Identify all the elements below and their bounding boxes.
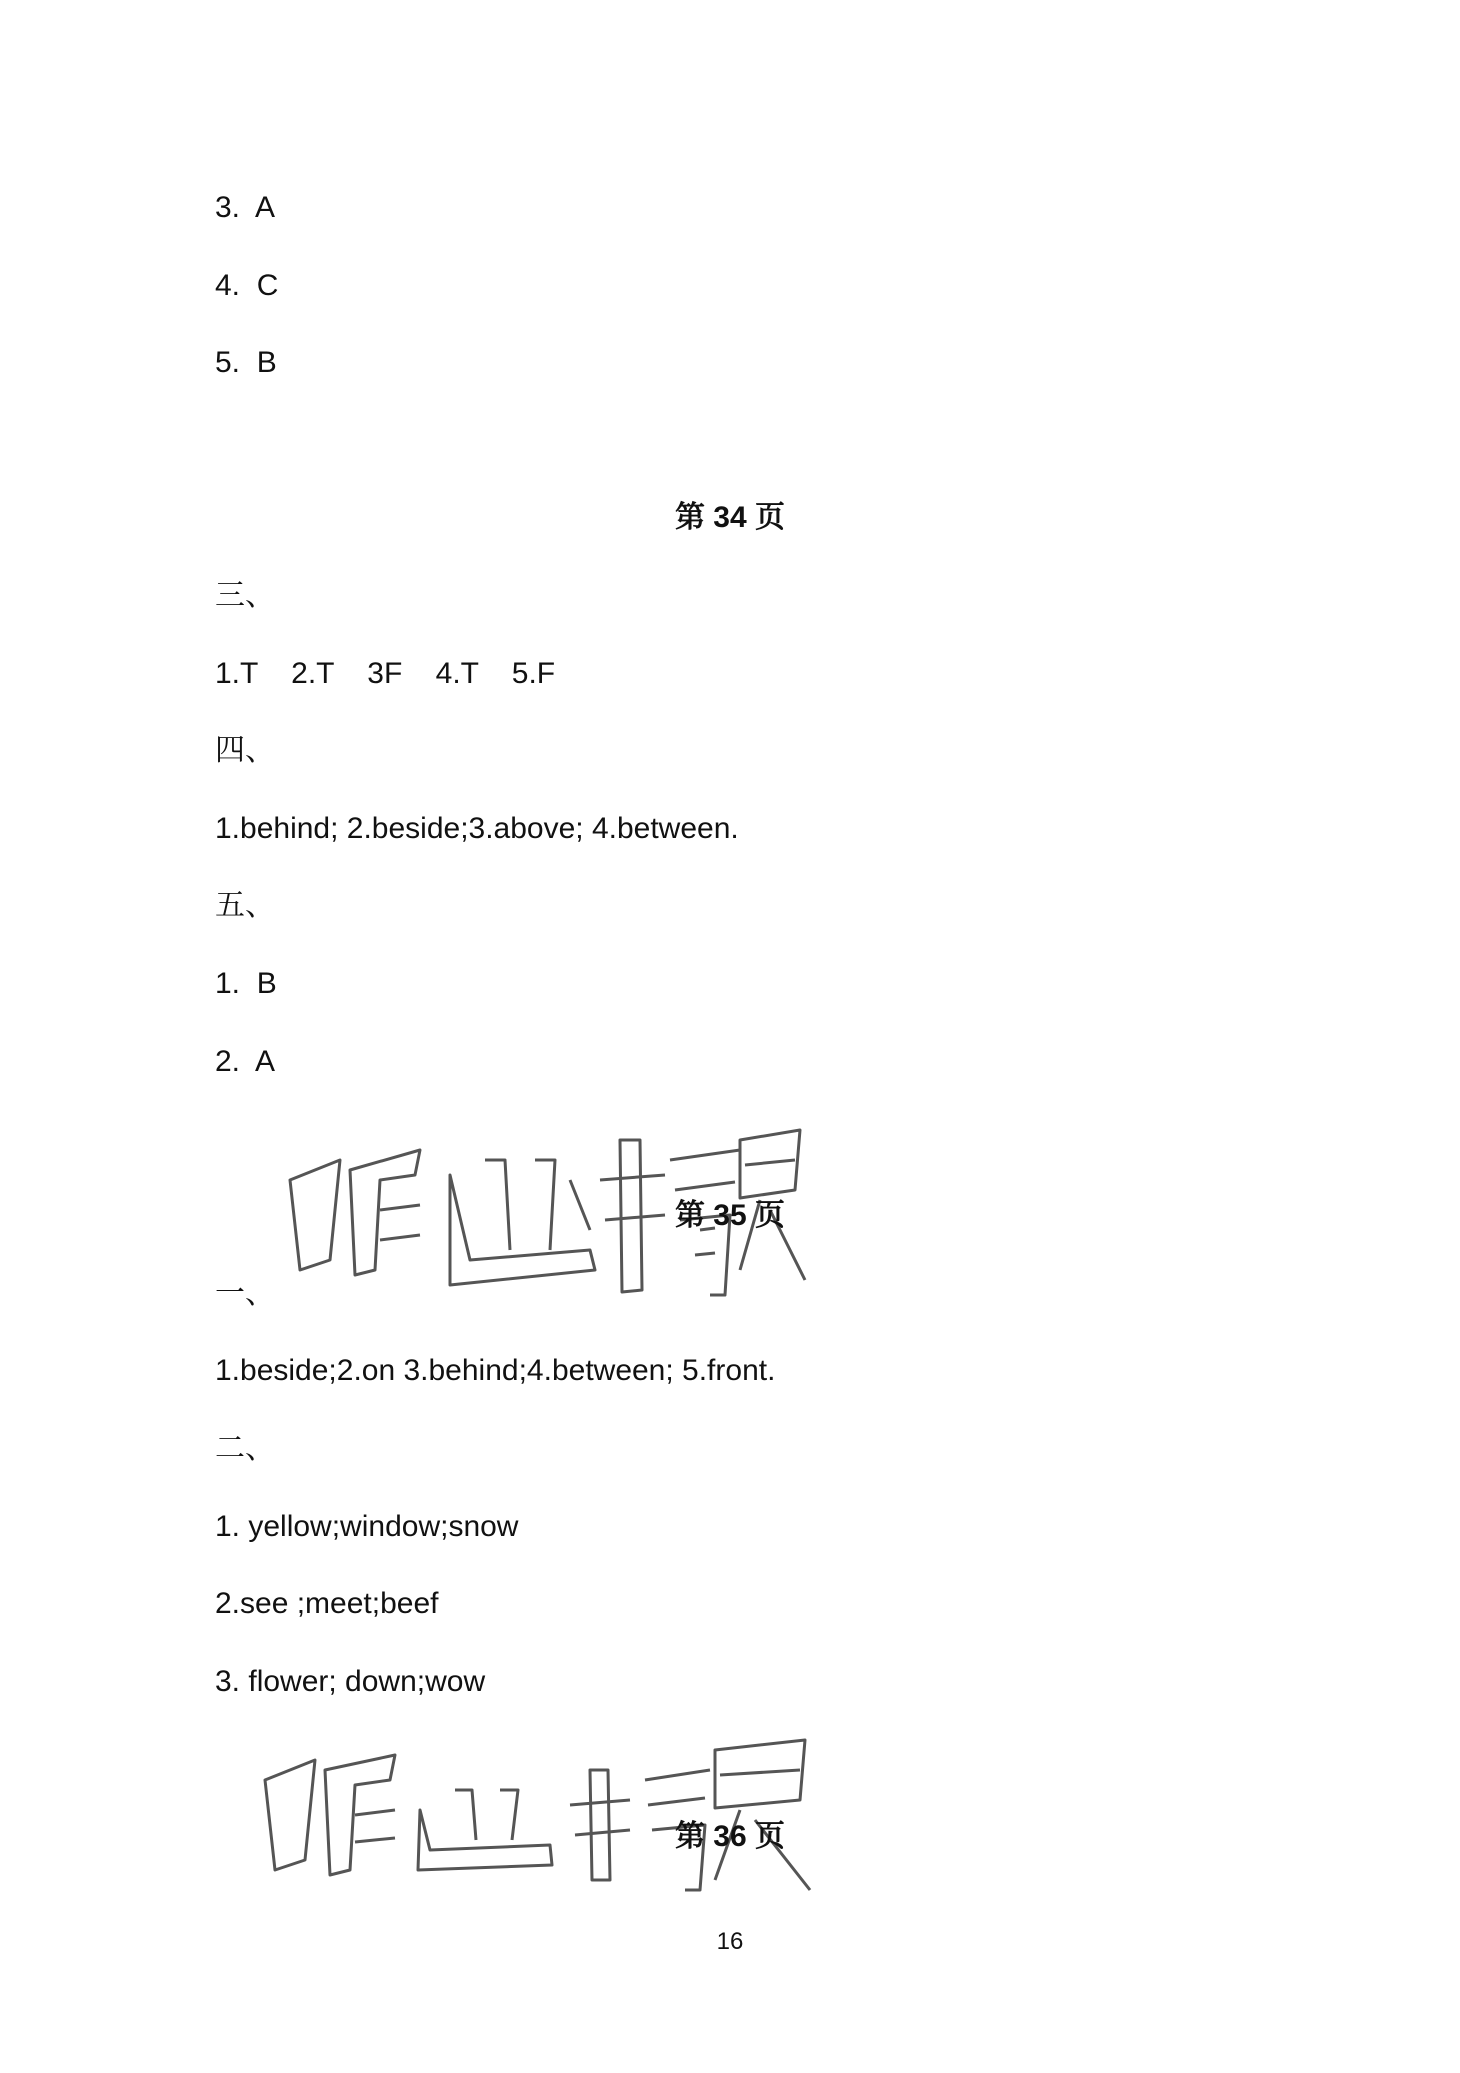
section-heading-page-34: 第 34 页 (674, 501, 786, 534)
section-label-3: 三、 (215, 579, 275, 612)
section-label-5: 五、 (215, 889, 275, 922)
section-heading-page-36: 第 36 页 (674, 1820, 786, 1853)
answer-line-4-4: 4. C (215, 269, 279, 302)
watermark-logo-2 (250, 1730, 820, 1900)
true-false-answers: 1.T 2.T 3F 4.T 5.F (215, 657, 556, 690)
preposition-answers-2: 1.beside;2.on 3.behind;4.between; 5.front. (215, 1354, 776, 1387)
preposition-answers-1: 1.behind; 2.beside;3.above; 4.between. (215, 812, 739, 845)
answer-line-5-1: 1. B (215, 967, 277, 1000)
answer-line-4-3: 3. A (215, 191, 276, 224)
page-number: 16 (716, 1928, 744, 1955)
word-group-1: 1. yellow;window;snow (215, 1510, 519, 1543)
section-label-4: 四、 (215, 734, 275, 767)
section-label-1: 一、 (215, 1277, 275, 1310)
section-heading-page-35: 第 35 页 (674, 1199, 786, 1232)
word-group-3: 3. flower; down;wow (215, 1665, 486, 1698)
word-group-2: 2.see ;meet;beef (215, 1587, 439, 1620)
answer-line-4-5: 5. B (215, 346, 277, 379)
answer-line-5-2: 2. A (215, 1045, 276, 1078)
section-label-2: 二、 (215, 1432, 275, 1465)
